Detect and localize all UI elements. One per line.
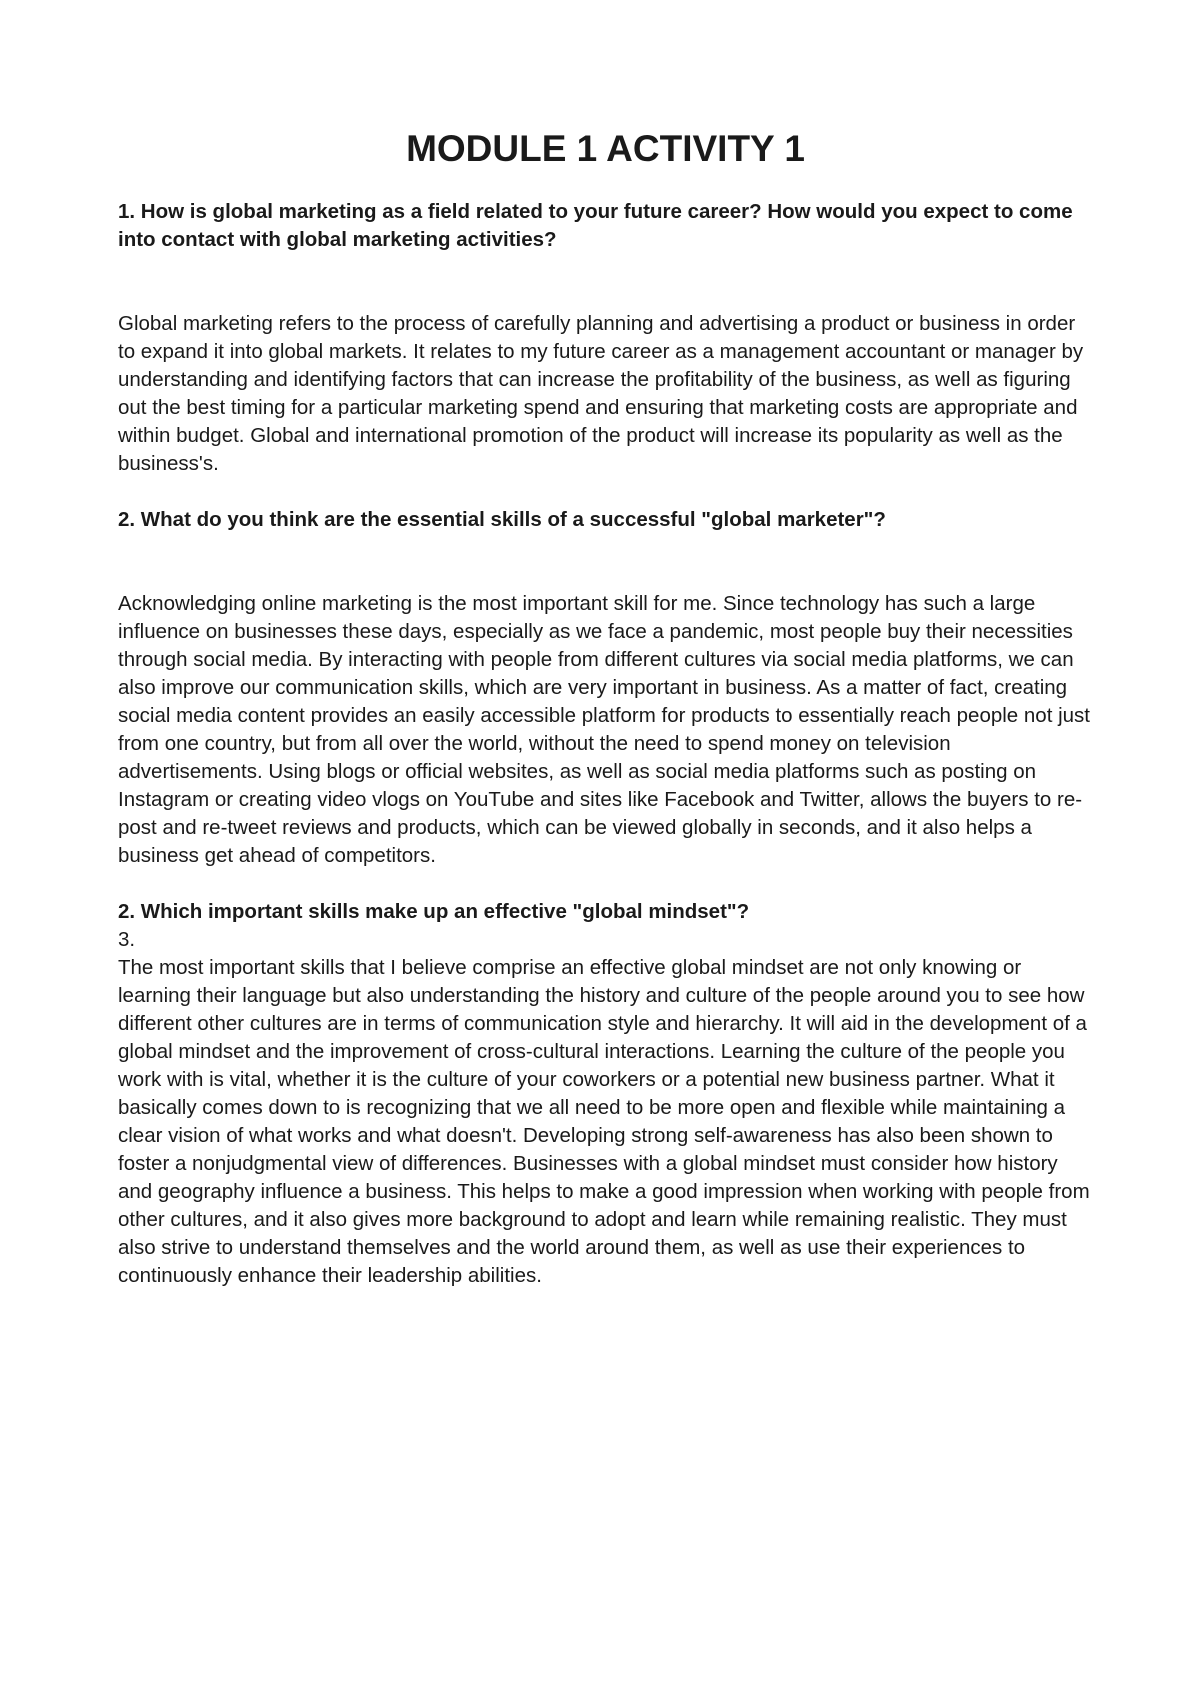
spacer xyxy=(118,254,1093,310)
spacer xyxy=(118,534,1093,590)
answer-1: Global marketing refers to the process of carefully planning and advertising a product or business in order to expand it into global markets. It relates to my future career as a management accountant or manager by understanding and identifying factors that can increase the profitability of the business, as well as figuring out the best timing for a particular marketing spend and ensuring that marketing costs are appropriate and within budget. Global and international promotion of the product will increase its popularity as well as the business's. xyxy=(118,312,1084,475)
answer-2: Acknowledging online marketing is the most important skill for me. Since technology has such a large influence on businesses these days, especially as we face a pandemic, most people buy their necessities through social media. By interacting with people from different cultures via social media platforms, we can also improve our communication skills, which are very important in business. As a matter of fact, creating social media content provides an easily accessible platform for products to essentially reach people not just from one country, but from all over the world, without the need to spend money on television advertisements. Using blogs or official websites, as well as social media platforms such as posting on Instagram or creating video vlogs on YouTube and sites like Facebook and Twitter, allows the buyers to re-post and re-tweet reviews and products, which can be viewed globally in seconds, and it also helps a business get ahead of competitors. xyxy=(118,592,1090,867)
document-content xyxy=(118,124,1093,1290)
question-3: 2. Which important skills make up an effective "global mindset"? xyxy=(118,900,750,923)
question-2: 2. What do you think are the essential skills of a successful "global marketer"? xyxy=(118,508,886,531)
document-title: MODULE 1 ACTIVITY 1 xyxy=(406,128,805,169)
spacer xyxy=(118,478,1093,506)
spacer xyxy=(118,870,1093,898)
question-3-number: 3. xyxy=(118,928,136,951)
question-1: 1. How is global marketing as a field related to your future career? How would you expect to come into contact with global marketing activities? xyxy=(118,200,1073,251)
answer-3: The most important skills that I believe comprise an effective global mindset are not only knowing or learning their language but also understanding the history and culture of the people around you to see how different other cultures are in terms of communication style and hierarchy. It will aid in the development of a global mindset and the improvement of cross-cultural interactions. Learning the culture of the people you work with is vital, whether it is the culture of your coworkers or a potential new business partner. What it basically comes down to is recognizing that we all need to be more open and flexible while maintaining a clear vision of what works and what doesn't. Developing strong self-awareness has also been shown to foster a nonjudgmental view of differences. Businesses with a global mindset must consider how history and geography influence a business. This helps to make a good impression when working with people from other cultures, and it also gives more background to adopt and learn while remaining realistic. They must also strive to understand themselves and the world around them, as well as use their experiences to continuously enhance their leadership abilities. xyxy=(118,956,1090,1287)
